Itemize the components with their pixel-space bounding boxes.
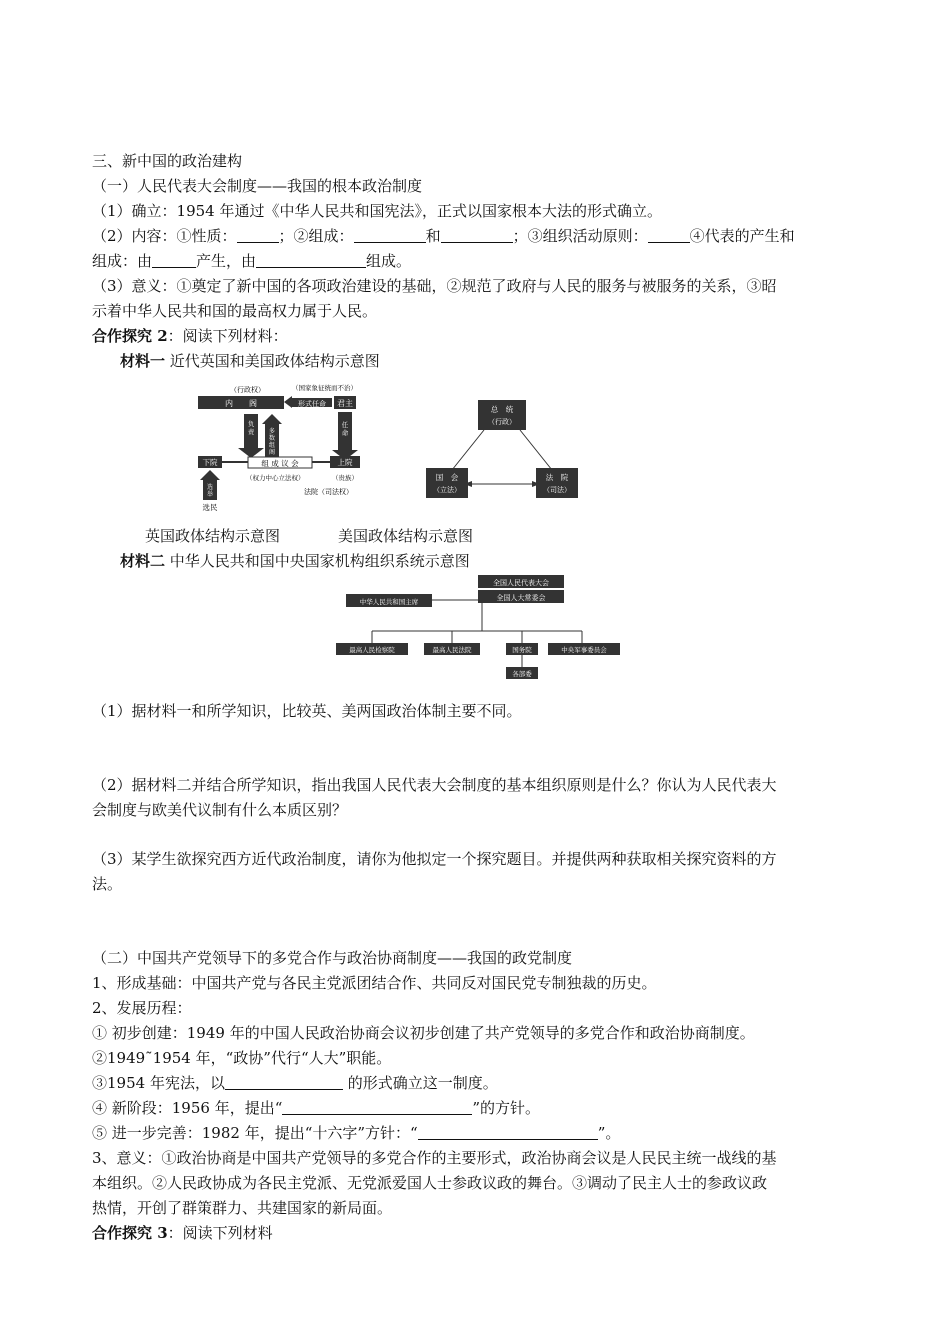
blank-composition-1[interactable] [354, 228, 426, 243]
cn-npc-label: 全国人民代表大会 [493, 579, 549, 587]
question-2-line1: （2）据材料二并结合所学知识，指出我国人民代表大会制度的基本组织原则是什么？你认为人民代表大 [92, 776, 777, 794]
blank-composition-2[interactable] [441, 228, 513, 243]
uk-elect-arrow-head [200, 470, 220, 480]
cn-cmc-label: 中央军事委员会 [561, 646, 607, 654]
us-structure-diagram [424, 398, 580, 502]
uk-power-center-label: （权力中心立法权） [246, 474, 305, 482]
blank-1956-policy[interactable] [282, 1100, 472, 1115]
uk-form-arrow-head [262, 414, 282, 424]
development-step-2: ②1949˜1954 年，“政协”代行“人大”职能。 [92, 1049, 392, 1067]
section-title: 三、新中国的政治建构 [92, 152, 243, 170]
cn-npcsc-label: 全国人大常委会 [496, 594, 546, 602]
establish-paragraph: （1）确立：1954 年通过《中华人民共和国宪法》，正式以国家根本大法的形式确立。 [92, 202, 662, 220]
blank-sixteen-characters[interactable] [418, 1125, 598, 1140]
uk-upper-house-label: 上院 [337, 458, 353, 467]
uk-voters-label: 选民 [202, 503, 218, 512]
uk-diagram-caption: 英国政体结构示意图 [145, 527, 281, 545]
significance-2-line3: 热情，开创了群策群力、共建国家的新局面。 [92, 1199, 393, 1217]
us-congress-label: 国 会 [435, 473, 459, 482]
material-2-heading: 材料二 中华人民共和国中央国家机构组织系统示意图 [120, 552, 470, 570]
material-1-heading: 材料一 近代英国和美国政体结构示意图 [120, 352, 380, 370]
subsection-2-title: （二）中国共产党领导下的多党合作与政治协商制度——我国的政党制度 [92, 949, 573, 967]
question-2-line2: 会制度与欧美代议制有什么本质区别？ [92, 801, 348, 819]
uk-parliament-label: 组 成 议 会 [261, 459, 299, 468]
uk-monarch-label: 君主 [337, 399, 353, 408]
blank-nature[interactable] [237, 228, 279, 243]
cn-court-label: 最高人民法院 [432, 646, 472, 654]
blank-produced-by[interactable] [152, 253, 196, 268]
us-congress-sub: （立法） [433, 486, 461, 494]
uk-exec-label: （行政权） [230, 386, 265, 394]
cn-state-organs-diagram [330, 573, 626, 683]
content-paragraph-line2: 组成：由 产生，由 组成。 [92, 252, 412, 270]
explore-2-heading: 合作探究 2：阅读下列材料： [92, 327, 288, 345]
cn-procuratorate-label: 最高人民检察院 [349, 646, 395, 654]
significance-2-line1: 3、意义：①政治协商是中国共产党领导的多党合作的主要形式，政治协商会议是人民民主统一战线的基 [92, 1149, 777, 1167]
explore-3-heading: 合作探究 3：阅读下列材料 [92, 1224, 273, 1242]
cn-ministries-label: 各部委 [512, 670, 532, 678]
us-link-pres-court [520, 430, 552, 470]
uk-nobles-label: （贵族） [332, 474, 358, 482]
uk-structure-diagram [192, 380, 388, 516]
question-1: （1）据材料一和所学知识，比较英、美两国政治体制主要不同。 [92, 702, 522, 720]
question-3-line2: 法。 [92, 875, 123, 893]
uk-court-label: 法院（司法权） [304, 488, 353, 496]
uk-arrow-appoint [284, 396, 292, 408]
uk-cabinet-label: 内 阁 [225, 399, 257, 408]
uk-elect-label: 选举 [206, 484, 214, 498]
development-step-5: ⑤ 进一步完善：1982 年，提出“十六字”方针：“ ”。 [92, 1124, 621, 1142]
uk-form-label: 多数组阁 [268, 428, 276, 456]
basis-paragraph: 1、形成基础：中国共产党与各民主党派团结合作、共同反对国民党专制独裁的历史。 [92, 974, 657, 992]
uk-appoint-formal-label: 形式任命 [298, 400, 326, 408]
us-link-pres-congress [452, 430, 484, 470]
uk-lower-house-label: 下院 [202, 458, 218, 467]
uk-responsible-label: 负责 [247, 420, 255, 436]
development-step-4: ④ 新阶段：1956 年，提出“ ”的方针。 [92, 1099, 541, 1117]
blank-principle[interactable] [648, 228, 690, 243]
development-step-1: ① 初步创建：1949 年的中国人民政治协商会议初步创建了共产党领导的多党合作和政治协商制度。 [92, 1024, 755, 1042]
us-diagram-caption: 美国政体结构示意图 [338, 527, 474, 545]
cn-chairman-label: 中华人民共和国主席 [359, 598, 419, 606]
us-president-sub: （行政） [488, 418, 516, 426]
content-paragraph-line1: （2）内容：①性质： ；②组成： 和 ；③组织活动原则： ④代表的产生和 [92, 227, 795, 245]
blank-constitution-form[interactable] [225, 1075, 343, 1090]
subsection-1-title: （一）人民代表大会制度——我国的根本政治制度 [92, 177, 423, 195]
significance-2-line2: 本组织。②人民政协成为各民主党派、无党派爱国人士参政议政的舞台。③调动了民主人士的参政议政 [92, 1174, 768, 1192]
development-heading: 2、发展历程： [92, 999, 192, 1017]
question-3-line1: （3）某学生欲探究西方近代政治制度，请你为他拟定一个探究题目。并提供两种获取相关探究资料的方 [92, 850, 777, 868]
development-step-3: ③1954 年宪法，以 的形式确立这一制度。 [92, 1074, 498, 1092]
us-court-label: 法 院 [545, 473, 569, 482]
significance-line2: 示着中华人民共和国的最高权力属于人民。 [92, 302, 378, 320]
uk-appoint-label: 任命 [341, 421, 349, 437]
us-court-sub: （司法） [543, 486, 571, 494]
significance-line1: （3）意义：①奠定了新中国的各项政治建设的基础，②规范了政府与人民的服务与被服务的关系，③昭 [92, 277, 777, 295]
cn-state-council-label: 国务院 [512, 646, 532, 654]
blank-composed-by[interactable] [256, 253, 366, 268]
uk-note-label: （国家象征统而不治） [292, 384, 357, 392]
us-president-label: 总 统 [490, 405, 514, 414]
